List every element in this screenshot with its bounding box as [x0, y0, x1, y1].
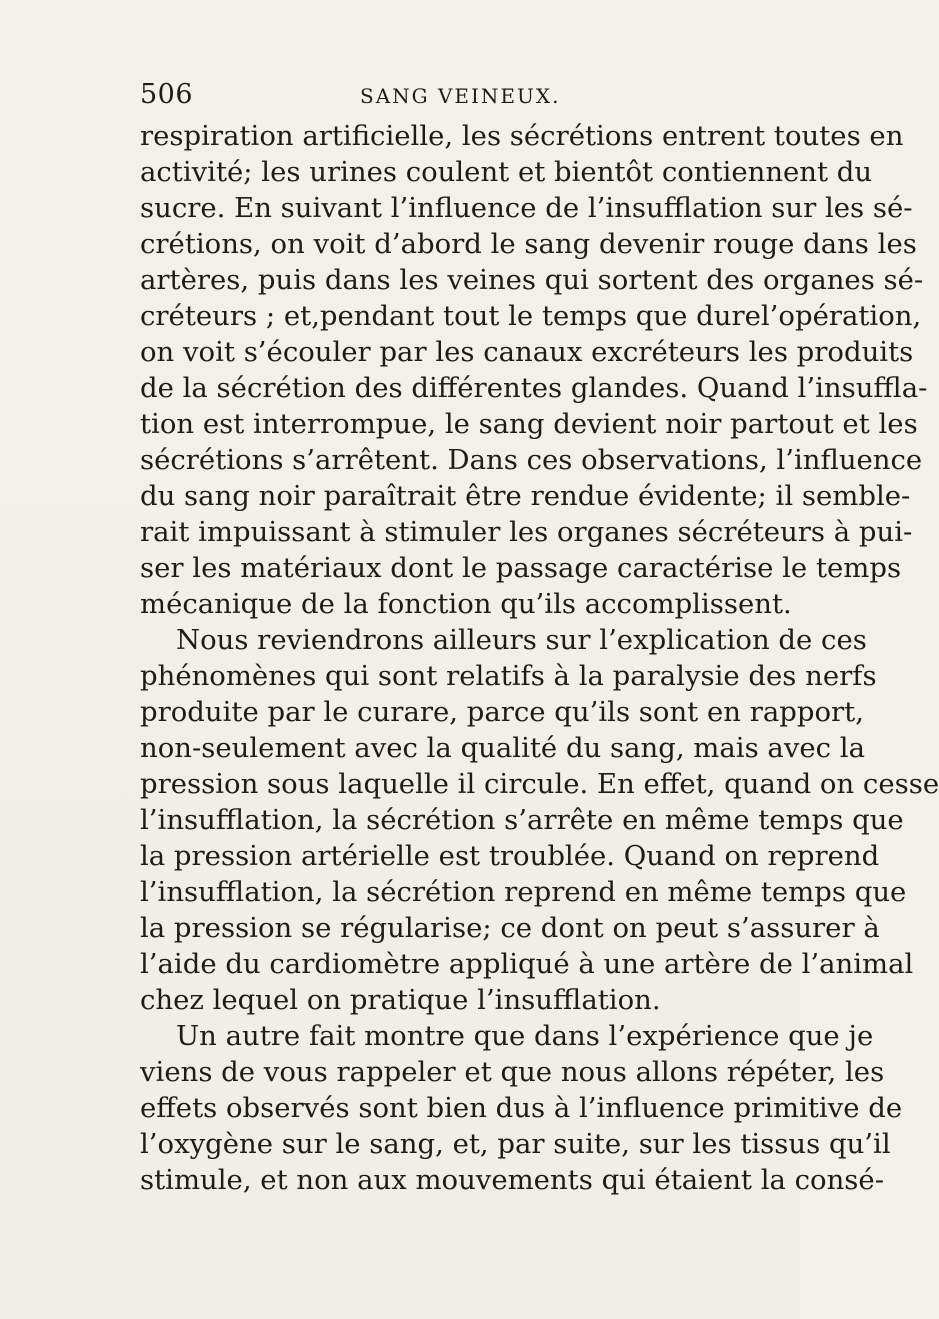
text-line: chez lequel on pratique l’insufflation. [140, 984, 661, 1016]
text-line: respiration artificielle, les sécrétions entrent toutes en [140, 120, 904, 152]
text-line: stimule, et non aux mouvements qui étaient la consé- [140, 1164, 884, 1196]
body-text [140, 118, 939, 1198]
text-line: l’oxygène sur le sang, et, par suite, sur les tissus qu’il [140, 1128, 891, 1160]
text-line: l’insufflation, la sécrétion s’arrête en même temps que [140, 804, 904, 836]
running-head: SANG VEINEUX. [360, 84, 561, 108]
page-header [140, 78, 660, 112]
text-line: sucre. En suivant l’influence de l’insufflation sur les sé- [140, 192, 913, 224]
text-line: sécrétions s’arrêtent. Dans ces observations, l’influence [140, 444, 923, 476]
text-line: la pression se régularise; ce dont on peut s’assurer à [140, 912, 880, 944]
text-line: du sang noir paraîtrait être rendue évidente; il semble- [140, 480, 911, 512]
text-line: pression sous laquelle il circule. En effet, quand on cesse [140, 768, 939, 800]
text-line: mécanique de la fonction qu’ils accomplissent. [140, 588, 792, 620]
text-line: activité; les urines coulent et bientôt contiennent du [140, 156, 873, 188]
page-number: 506 [140, 79, 194, 110]
text-line: produite par le curare, parce qu’ils sont en rapport, [140, 696, 864, 728]
text-line: phénomènes qui sont relatifs à la paralysie des nerfs [140, 660, 877, 692]
text-line: Nous reviendrons ailleurs sur l’explication de ces [176, 624, 867, 656]
text-line: créteurs ; et,pendant tout le temps que durel’opération, [140, 300, 922, 332]
text-line: ser les matériaux dont le passage caractérise le temps [140, 552, 902, 584]
text-line: non-seulement avec la qualité du sang, mais avec la [140, 732, 865, 764]
text-line: artères, puis dans les veines qui sortent des organes sé- [140, 264, 924, 296]
text-line: rait impuissant à stimuler les organes sécréteurs à pui- [140, 516, 913, 548]
text-line: on voit s’écouler par les canaux excréteurs les produits [140, 336, 914, 368]
text-line: Un autre fait montre que dans l’expérience que je [176, 1020, 874, 1052]
text-line: l’insufflation, la sécrétion reprend en même temps que [140, 876, 907, 908]
text-line: crétions, on voit d’abord le sang devenir rouge dans les [140, 228, 917, 260]
text-line: la pression artérielle est troublée. Quand on reprend [140, 840, 880, 872]
text-line: l’aide du cardiomètre appliqué à une artère de l’animal [140, 948, 914, 980]
text-line: effets observés sont bien dus à l’influence primitive de [140, 1092, 903, 1124]
text-line: de la sécrétion des différentes glandes. Quand l’insuffla- [140, 372, 928, 404]
text-line: tion est interrompue, le sang devient noir partout et les [140, 408, 918, 440]
text-line: viens de vous rappeler et que nous allons répéter, les [140, 1056, 885, 1088]
